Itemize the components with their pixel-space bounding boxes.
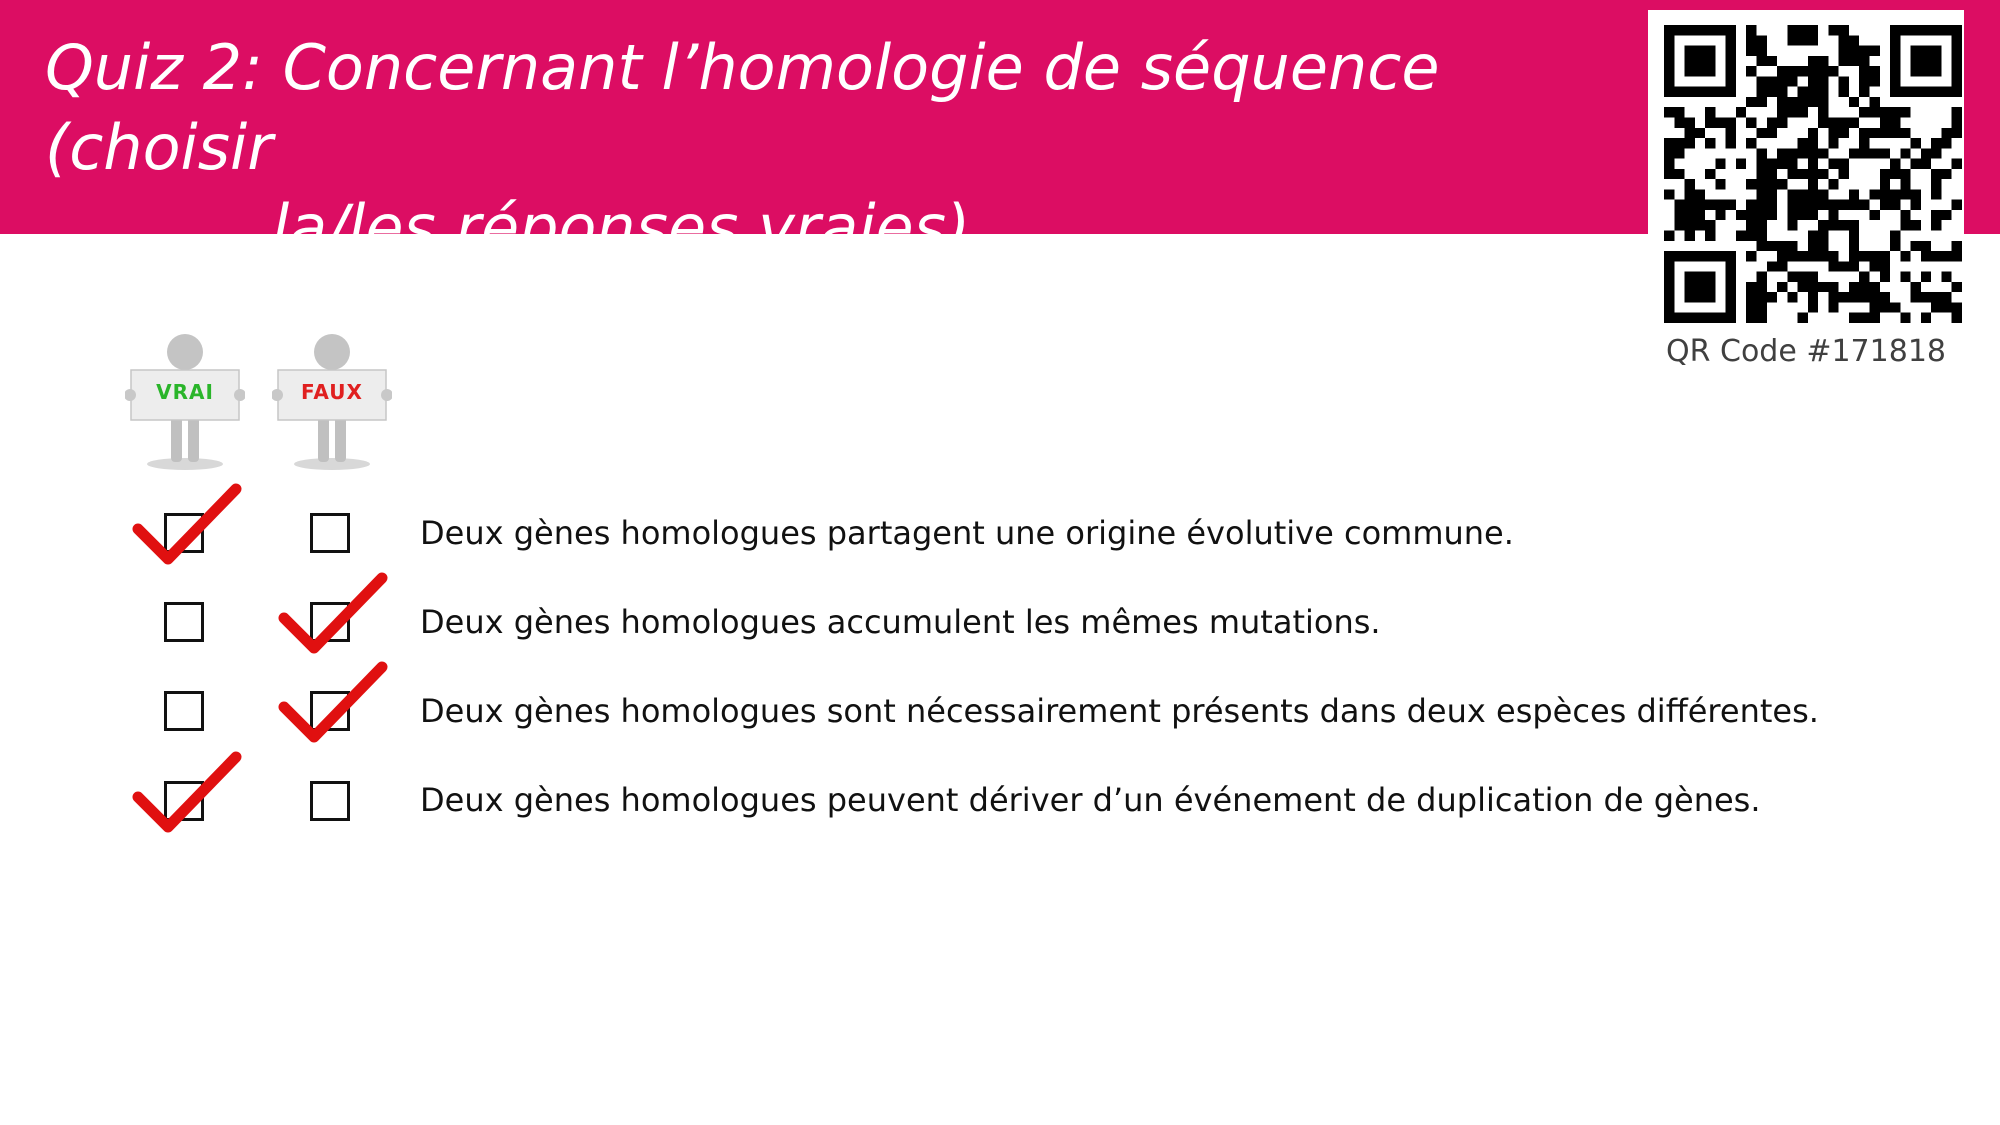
qr-code-panel — [1648, 10, 1964, 320]
checkbox-faux-1[interactable] — [310, 513, 350, 553]
page-title — [45, 28, 1605, 268]
title-line-1: Quiz 2: Concernant l’homologie de séquence (choisir — [45, 31, 1440, 184]
checkbox-faux-3[interactable] — [310, 691, 350, 731]
vrai-figure — [125, 332, 245, 472]
statement-1: Deux gènes homologues partagent une origine évolutive commune. — [420, 514, 1514, 552]
checkbox-faux-4[interactable] — [310, 781, 350, 821]
statement-3: Deux gènes homologues sont nécessairement présents dans deux espèces différentes. — [420, 692, 1819, 730]
checkbox-vrai-4[interactable] — [164, 781, 204, 821]
faux-label: FAUX — [301, 380, 363, 404]
checkbox-vrai-3[interactable] — [164, 691, 204, 731]
title-line-2: la/les réponses vraies) … — [272, 191, 1052, 264]
checkbox-vrai-1[interactable] — [164, 513, 204, 553]
qr-code-caption: QR Code #171818 — [1666, 334, 1946, 369]
faux-figure — [272, 332, 392, 472]
statement-2: Deux gènes homologues accumulent les mêmes mutations. — [420, 603, 1381, 641]
checkbox-vrai-2[interactable] — [164, 602, 204, 642]
checkbox-faux-2[interactable] — [310, 602, 350, 642]
qr-code-icon — [1664, 25, 1962, 323]
statement-4: Deux gènes homologues peuvent dériver d’un événement de duplication de gènes. — [420, 781, 1761, 819]
vrai-label: VRAI — [156, 380, 214, 404]
